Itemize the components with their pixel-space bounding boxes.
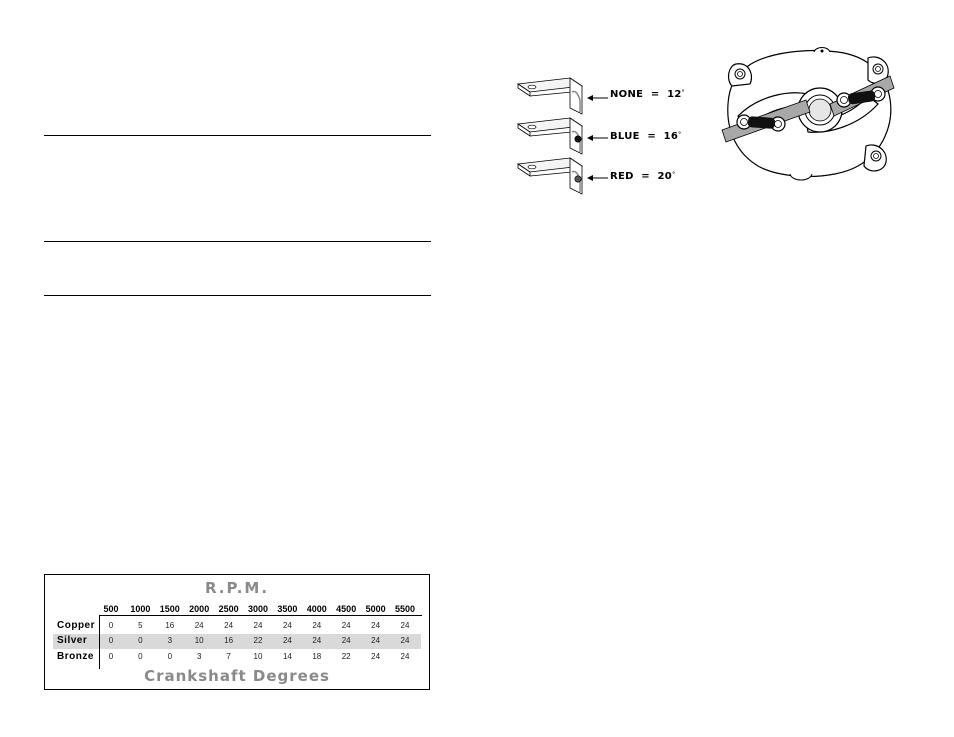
table-cell: 24 [400,621,410,630]
rpm-header-cell: 4500 [336,604,357,614]
table-cell: 0 [138,652,143,661]
table-cell: 16 [165,621,175,630]
divider-rule-2 [44,241,431,242]
rpm-header-cell: 5500 [394,604,416,614]
rpm-header-cell: 4000 [306,604,327,614]
table-cell: 18 [312,652,322,661]
table-footer-title: Crankshaft Degrees [144,667,330,685]
table-cell: 24 [400,636,410,645]
table-row [53,619,421,634]
table-cell: 14 [282,652,292,661]
table-cell: 0 [138,636,143,645]
rpm-header-cell: 3000 [247,604,269,614]
table-cell: 10 [253,652,263,661]
table-cell: 24 [341,636,351,645]
table-cell: 0 [108,621,114,630]
table-cell: 0 [167,652,173,661]
table-title: R.P.M. [204,579,270,597]
advance-plate [518,118,608,154]
table-cell: 7 [226,652,231,661]
table-cell: 24 [282,636,292,645]
rpm-header-cell: 2000 [189,604,210,614]
table-cell: 22 [253,636,263,645]
label-column-rule [99,616,100,669]
table-cell: 24 [253,621,263,630]
plate-label-blue: BLUE = 16° [610,131,682,142]
table-cell: 24 [224,621,234,630]
table-cell: 24 [371,652,381,661]
table-cell: 10 [194,636,204,645]
rpm-header-cell: 2500 [218,604,239,614]
table-cell: 24 [371,621,381,630]
header-rule [99,615,422,616]
table-cell: 5 [138,621,143,630]
rpm-header-cell: 1500 [159,604,180,614]
table-row [53,634,421,649]
row-label: Silver [57,635,88,646]
table-cell: 24 [400,652,410,661]
row-label: Bronze [57,651,94,662]
plate-label-none: NONE = 12° [610,89,685,100]
plate-label-red: RED = 20° [610,171,676,182]
rpm-header-cell: 500 [103,604,119,614]
table-cell: 24 [194,621,204,630]
table-cell: 22 [341,652,351,661]
divider-rule-3 [44,295,431,296]
row-label: Copper [57,620,95,631]
advance-mechanism-illustration [718,44,898,184]
table-cell: 24 [341,621,351,630]
table-cell: 24 [312,621,322,630]
rpm-header-cell: 1000 [130,604,151,614]
advance-plate [518,78,608,114]
table-cell: 24 [282,621,292,630]
plate-color-dot [575,136,581,142]
advance-plate [518,158,608,194]
rpm-header-cell: 3500 [277,604,298,614]
table-cell: 0 [108,636,114,645]
table-cell: 24 [371,636,381,645]
table-row [53,650,421,665]
rpm-header-cell: 5000 [365,604,386,614]
table-cell: 16 [224,636,234,645]
table-cell: 24 [312,636,322,645]
plate-color-dot [575,176,581,182]
advance-curve-table [44,574,430,690]
table-cell: 3 [196,652,202,661]
table-cell: 0 [108,652,114,661]
table-cell: 3 [167,636,173,645]
divider-rule-1 [44,135,431,136]
